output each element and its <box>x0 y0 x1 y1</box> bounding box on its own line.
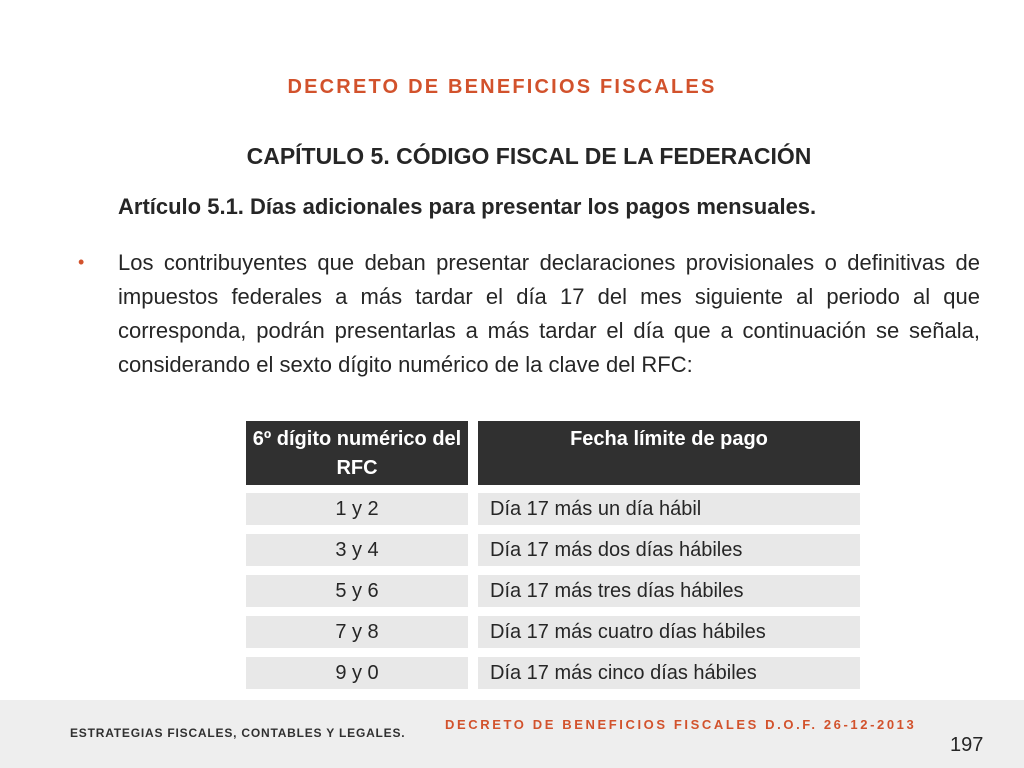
rfc-digit-cell: 7 y 8 <box>246 616 468 648</box>
deadline-cell: Día 17 más cuatro días hábiles <box>478 616 860 648</box>
table-row <box>246 657 860 689</box>
bullet-icon: • <box>78 252 85 272</box>
rfc-digit-cell: 3 y 4 <box>246 534 468 566</box>
table-row <box>246 575 860 607</box>
deadline-cell: Día 17 más tres días hábiles <box>478 575 860 607</box>
header-rfc-digit: 6º dígito numérico del RFC <box>246 421 468 485</box>
article-title: Artículo 5.1. Días adicionales para presentar los pagos mensuales. <box>118 194 817 219</box>
page-footer <box>0 700 1024 768</box>
table-row <box>246 493 860 525</box>
deadline-cell: Día 17 más un día hábil <box>478 493 860 525</box>
table-row <box>246 534 860 566</box>
chapter-title: CAPÍTULO 5. CÓDIGO FISCAL DE LA FEDERACIÓN <box>246 143 812 169</box>
footer-decree-reference: DECRETO DE BENEFICIOS FISCALES D.O.F. 26-12-2013 <box>445 717 917 732</box>
footer-firm-name: ESTRATEGIAS FISCALES, CONTABLES Y LEGALES. <box>70 726 406 740</box>
page-number: 197 <box>950 734 984 756</box>
deadline-cell: Día 17 más dos días hábiles <box>478 534 860 566</box>
table-row <box>246 616 860 648</box>
document-header-title: DECRETO DE BENEFICIOS FISCALES <box>287 76 717 98</box>
rfc-digit-cell: 9 y 0 <box>246 657 468 689</box>
rfc-digit-cell: 1 y 2 <box>246 493 468 525</box>
payment-deadline-table <box>236 421 870 689</box>
header-payment-deadline: Fecha límite de pago <box>478 421 860 485</box>
deadline-cell: Día 17 más cinco días hábiles <box>478 657 860 689</box>
table-header-row <box>246 421 860 485</box>
body-paragraph: Los contribuyentes que deban presentar declaraciones provisionales o definitivas de impuestos federales a más tardar el día 17 del mes siguiente al periodo al que corresponda, podrán presentarlas a más tardar el día que a continuación se señala, considerando el sexto dígito numérico de la clave del RFC: <box>118 250 980 377</box>
rfc-digit-cell: 5 y 6 <box>246 575 468 607</box>
